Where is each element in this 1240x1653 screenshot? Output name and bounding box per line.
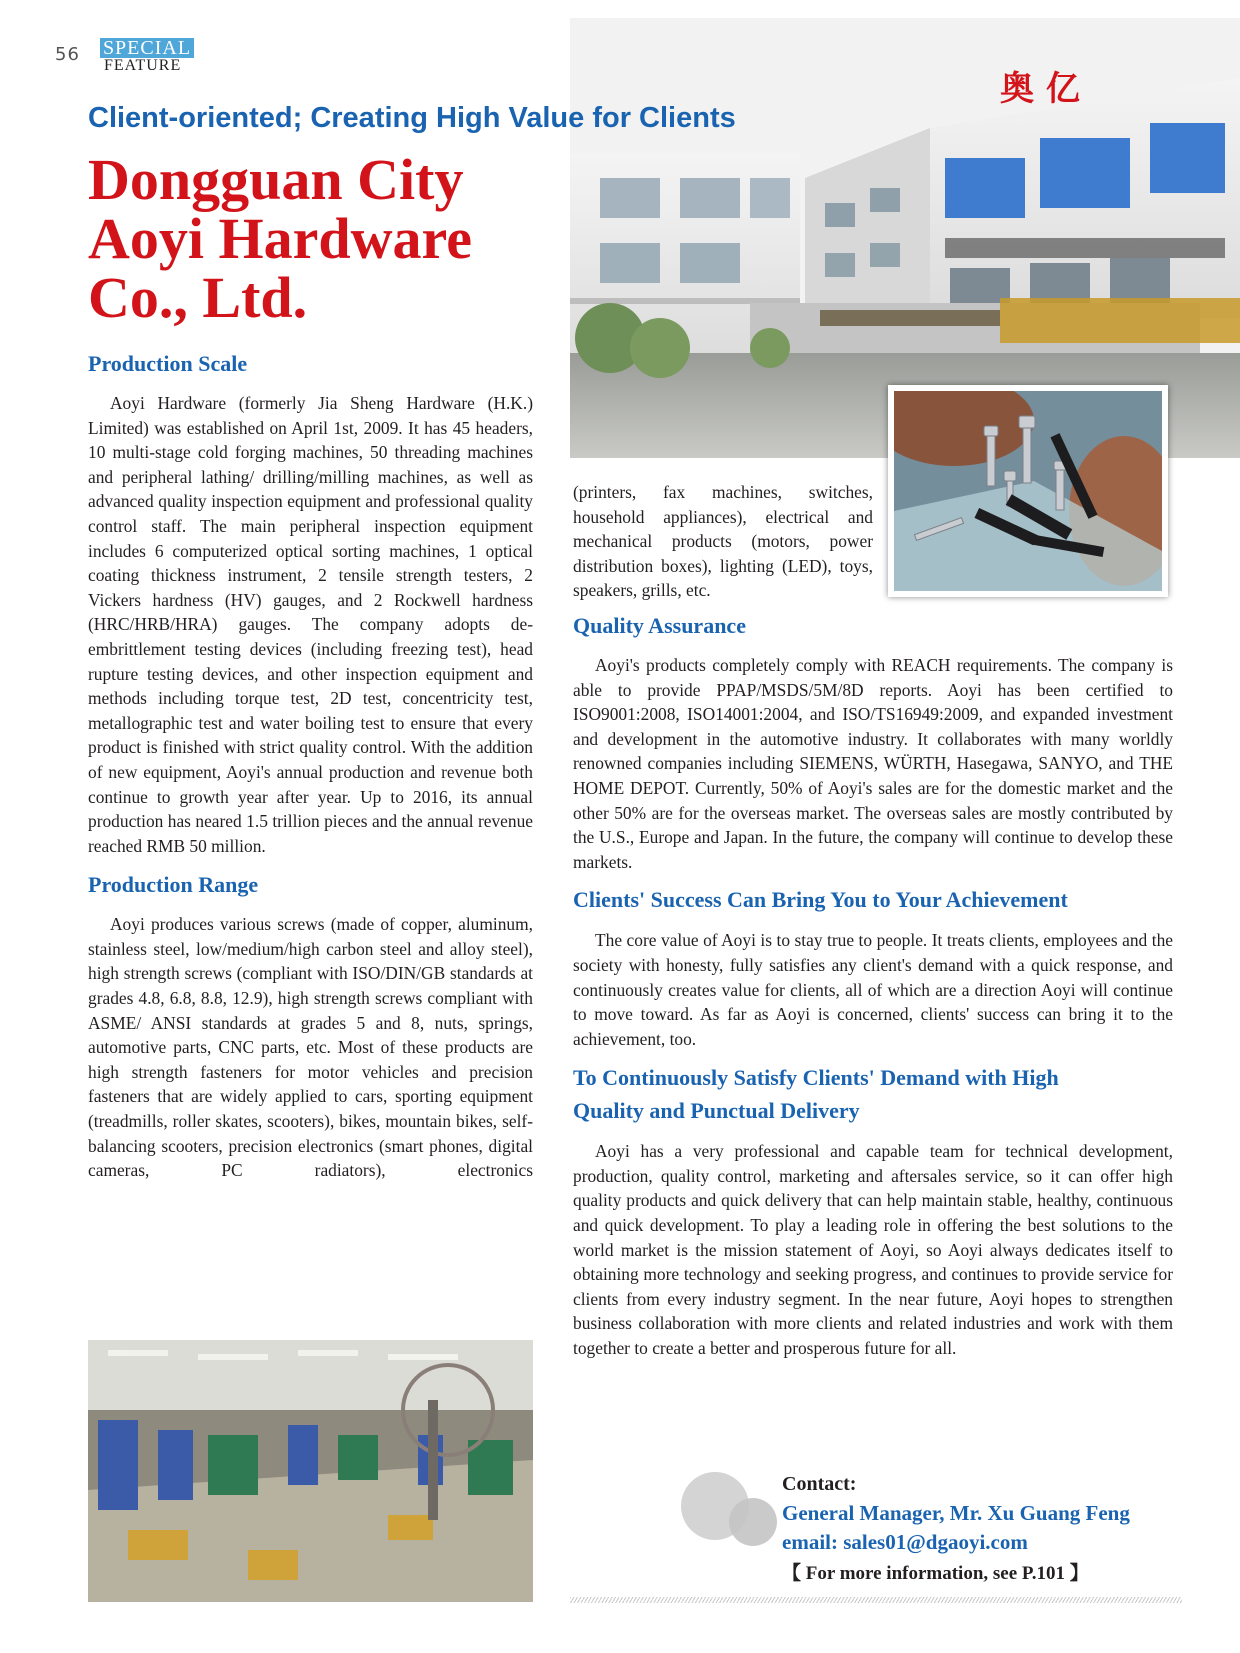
section-heading-clients-success: Clients' Success Can Bring You to Your Achievement [573, 887, 1068, 913]
factory-illustration [88, 1340, 533, 1602]
continuous-delivery-text: Aoyi has a very professional and capable team for technical development, production, quality control, marketing and aftersales service, so it can offer high quality products and quick delivery that can help maintain stable, healthy, continuous and quick development. To play a leading role in offering the best solutions to the world market is the mission statement of Aoyi, so Aoyi always dedicates itself to obtaining more technology and seeking progress, and continues to provide service for clients from every industry segment. In the near future, Aoyi hopes to strengthen business collaboration with more clients and related industries and work with them together to create a better and prosperous future for all. [573, 1141, 1173, 1359]
footer-divider [570, 1597, 1182, 1603]
section-heading-quality-assurance: Quality Assurance [573, 612, 746, 638]
section-heading-continuous-delivery: To Continuously Satisfy Clients' Demand with High Quality and Punctual Delivery [573, 1065, 1059, 1124]
section-heading-production-range: Production Range [88, 872, 259, 898]
page-number: 56 [55, 44, 80, 65]
title-line: Co., Ltd. [88, 265, 308, 330]
page-title [88, 147, 548, 330]
contact-decoration-icon [675, 1470, 785, 1550]
title-line: Dongguan City [88, 147, 464, 212]
factory-photo [88, 1340, 533, 1602]
production-range-text: Aoyi produces various screws (made of copper, aluminum, stainless steel, low/medium/high carbon steel and alloy steel), high strength screws (compliant with ISO/DIN/GB standards at grades 4.8, 6.8, 8.8, 12.9), high strength screws compliant with ASME/ ANSI standards at grades 5 and 8, nuts, springs, automotive parts, CNC parts, etc. Most of these products are high strength fasteners for motor vehicles and precision fasteners that are widely applied to cars, sporting equipment (treadmills, roller skates, scooters), bikes, mountain bikes, self-balancing scooters, precision electronics (smart phones, digital cameras, PC radiators), electronics [88, 914, 533, 1181]
production-scale-text: Aoyi Hardware (formerly Jia Sheng Hardware (H.K.) Limited) was established on April 1st, 2009. It has 45 headers, 10 multi-stage cold forging machines, 50 threading machines and peripheral lathing/ drilling/milling machines, as well as advanced quality inspection equipment and professional quality control staff. The main peripheral inspection equipment includes 6 computerized optical sorting machines, 1 optical coating thickness instrument, 2 tensile strength testers, 2 Vickers hardness (HV) gauges, and 2 Rockwell hardness (HRC/HRB/HRA) gauges. The company adopts de-embrittlement testing devices (including freezing test), head rupture testing devices, and other inspection equipment and methods including torque test, 2D test, concentricity test, metallographic test and water boiling test to ensure that every product is finished with strict quality control. With the addition of new equipment, Aoyi's annual production and revenue both continue to growth year after year. Up to 2016, its annual production has neared 1.5 trillion pieces and the annual revenue reached RMB 50 million. [88, 393, 533, 856]
contact-block [782, 1470, 1202, 1588]
contact-heading: Contact: [782, 1473, 857, 1495]
contact-reference: 【 For more information, see P.101 】 [782, 1563, 1089, 1584]
production-range-continued: (printers, fax machines, switches, household appliances), electrical and mechanical products (motors, power distribution boxes), lighting (LED), toys, speakers, grills, etc. [573, 482, 873, 601]
right-column [573, 480, 1173, 1361]
contact-email[interactable]: email: sales01@dgaoyi.com [782, 1530, 1028, 1554]
kicker-headline: Client-oriented; Creating High Value for Clients [88, 102, 736, 134]
title-line: Aoyi Hardware [88, 206, 472, 271]
section-label: FEATURE [104, 57, 182, 74]
contact-name: General Manager, Mr. Xu Guang Feng [782, 1501, 1130, 1525]
building-sign: 奥 亿 [1000, 69, 1080, 109]
quality-assurance-text: Aoyi's products completely comply with REACH requirements. The company is able to provide PPAP/MSDS/5M/8D reports. Aoyi has been certified to ISO9001:2008, ISO14001:2004, and ISO/TS16949:2009, and expanded investment and development in the automotive industry. It collaborates with many worldly renowned companies including SIEMENS, WÜRTH, Hasegawa, SANYO, and THE HOME DEPOT. Currently, 50% of Aoyi's sales are for the domestic market and the other 50% are for the overseas market. The overseas sales are mostly contributed by the U.S., Europe and Japan. In the future, the company will continue to develop these markets. [573, 654, 1173, 872]
section-heading-production-scale: Production Scale [88, 351, 248, 376]
section-badge: SPECIAL [100, 38, 194, 58]
clients-success-text: The core value of Aoyi is to stay true to people. It treats clients, employees and the society with honesty, fully satisfies any client's demand with a quick response, and continuously creates value for clients, all of which are a direction Aoyi will continue to move toward. As far as Aoyi is concerned, clients' success can bring it to the achievement, too. [573, 930, 1173, 1049]
left-column [88, 350, 533, 1183]
